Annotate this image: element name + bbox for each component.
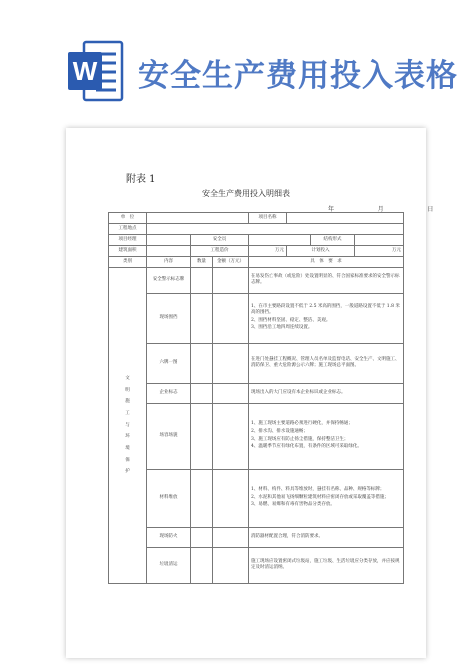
area-value xyxy=(147,246,191,257)
row-amount xyxy=(213,294,249,344)
row-quantity xyxy=(191,470,213,528)
location-value xyxy=(147,224,404,235)
row-requirements xyxy=(249,344,404,384)
row-requirements xyxy=(249,268,404,294)
category-char: 保 xyxy=(125,457,130,463)
category-char: 文 xyxy=(125,375,130,381)
planned-label: 计划投入 xyxy=(287,246,355,257)
cost-label: 工程造价 xyxy=(191,246,249,257)
category-char: 护 xyxy=(125,469,130,475)
row-content: 现场防火 xyxy=(147,528,191,548)
safety-officer-label: 安全员 xyxy=(191,235,249,246)
requirement-line: 1、施工现场主要道路必须进行硬化，并保持畅通； xyxy=(251,421,353,427)
row-requirements xyxy=(249,384,404,404)
row-content: 现场围挡 xyxy=(147,294,191,344)
category-cell xyxy=(109,268,147,584)
unit-label: 单 位 xyxy=(109,213,147,224)
requirement-line: 1、在市主要路段设置不低于 2.5 米高的围挡，一般道路设置不低于 1.8 米高的围挡。 xyxy=(251,304,400,316)
row-quantity xyxy=(191,384,213,404)
row-quantity xyxy=(191,404,213,470)
category-char: 环 xyxy=(125,434,130,440)
document-page xyxy=(66,128,434,658)
row-requirements xyxy=(249,294,404,344)
table-row xyxy=(109,470,404,528)
row-requirements xyxy=(249,470,404,528)
row-quantity xyxy=(191,268,213,294)
category-char: 境 xyxy=(125,446,130,452)
table-row xyxy=(109,528,404,548)
column-header-category: 类别 xyxy=(109,257,147,268)
requirement-line: 施工现场应设置密闭式垃圾站，施工垃圾、生活垃圾应分类存放，并应按规定及时清运消纳。 xyxy=(251,558,400,570)
requirement-line: 1、材料、构件、料具等堆放时，悬挂有名称、品种、规格等标牌； xyxy=(251,487,385,493)
row-quantity xyxy=(191,344,213,384)
row-requirements xyxy=(249,528,404,548)
requirement-line: 在易发伤亡事故（或危险）处设置明显的、符合国家标准要求的安全警示标志牌。 xyxy=(251,273,400,285)
requirement-line: 2、排水沟、排水设施通畅； xyxy=(251,428,308,434)
row-quantity xyxy=(191,294,213,344)
date-month: 月 xyxy=(377,206,384,213)
column-header-content: 内容 xyxy=(147,257,191,268)
row-amount xyxy=(213,470,249,528)
row-content: 六牌一图 xyxy=(147,344,191,384)
row-amount xyxy=(213,528,249,548)
cost-unit: 万元 xyxy=(249,246,287,257)
category-char: 工 xyxy=(125,410,130,416)
row-content: 安全警示标志牌 xyxy=(147,268,191,294)
banner xyxy=(0,0,474,118)
row-amount xyxy=(213,268,249,294)
row-content: 场容场貌 xyxy=(147,404,191,470)
column-header-quantity: 数量 xyxy=(191,257,213,268)
word-document-icon xyxy=(66,38,124,104)
row-amount xyxy=(213,344,249,384)
row-amount xyxy=(213,384,249,404)
structure-label: 结构形式 xyxy=(311,235,355,246)
pm-value xyxy=(147,235,191,246)
requirement-line: 4、温暖季节应有绿化布置，有条件的区域可采取绿化。 xyxy=(251,444,362,450)
requirement-line: 3、围挡沿工地四周连续设置。 xyxy=(251,325,313,331)
column-header-requirements: 具 体 要 求 xyxy=(249,257,404,268)
row-requirements xyxy=(249,404,404,470)
document-title: 安全生产费用投入明细表 xyxy=(202,189,290,198)
row-content: 材料堆放 xyxy=(147,470,191,528)
row-requirements xyxy=(249,548,404,584)
requirement-line: 消防器材配置合理，符合消防要求。 xyxy=(251,533,323,539)
column-header-amount: 金额（万元） xyxy=(213,257,249,268)
project-name-value xyxy=(287,213,404,224)
category-char: 与 xyxy=(125,422,130,428)
category-char: 明 xyxy=(125,387,130,393)
table-row xyxy=(109,384,404,404)
planned-unit: 万元 xyxy=(355,246,404,257)
table-row xyxy=(109,548,404,584)
unit-value xyxy=(147,213,249,224)
cost-table xyxy=(108,212,404,584)
word-icon-letter: W xyxy=(72,56,98,86)
table-row xyxy=(109,268,404,294)
annex-label: 附表 1 xyxy=(126,174,156,185)
requirement-line: 3、施工现场应有防止扬尘措施，保持整洁卫生； xyxy=(251,436,349,442)
requirement-line: 在进门处悬挂工程概况、管理人员名单及监督电话、安全生产、文明施工、消防保卫、重大危险源公示六牌；施工现场总平面图。 xyxy=(251,356,400,368)
area-label: 建筑面积 xyxy=(109,246,147,257)
row-amount xyxy=(213,404,249,470)
requirement-line: 3、易燃、易爆和有毒有害物品分类存放。 xyxy=(251,502,335,508)
pm-label: 项目经理 xyxy=(109,235,147,246)
row-content: 垃圾清运 xyxy=(147,548,191,584)
row-content: 企业标志 xyxy=(147,384,191,404)
row-quantity xyxy=(191,548,213,584)
requirement-line: 2、水泥和其他易飞扬细颗粒建筑材料应密闭存放或采取覆盖等措施； xyxy=(251,494,389,500)
table-row xyxy=(109,404,404,470)
location-label: 工程地点 xyxy=(109,224,147,235)
banner-title: 安全生产费用投入表格 xyxy=(138,58,458,94)
project-name-label: 项目名称 xyxy=(249,213,287,224)
date-year: 年 xyxy=(328,206,335,213)
date-day: 日 xyxy=(427,206,434,213)
category-char: 施 xyxy=(125,399,130,405)
row-amount xyxy=(213,548,249,584)
safety-officer-value xyxy=(249,235,311,246)
table-row xyxy=(109,344,404,384)
table-row xyxy=(109,294,404,344)
row-quantity xyxy=(191,528,213,548)
requirement-line: 现场出入的大门应设有本企业标识或企业标志。 xyxy=(251,389,346,395)
structure-value xyxy=(355,235,404,246)
requirement-line: 2、围挡材料坚固、稳定、整洁、美观。 xyxy=(251,317,331,323)
